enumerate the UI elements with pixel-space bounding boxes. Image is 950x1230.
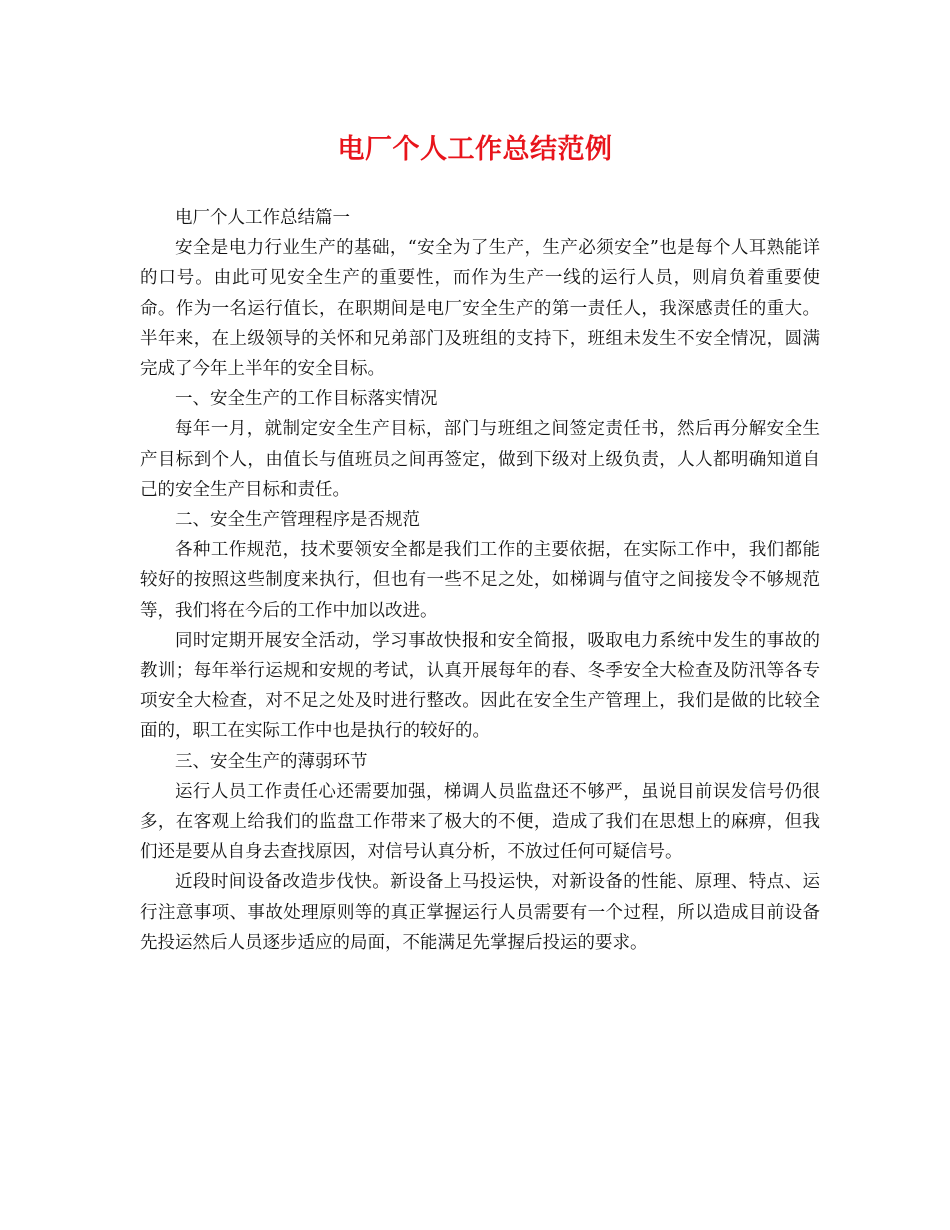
paragraph: 每年一月，就制定安全生产目标，部门与班组之间签定责任书，然后再分解安全生产目标到个人，由值长与值班员之间再签定，做到下级对上级负责，人人都明确知道自己的安全生产目标和责任。	[140, 419, 820, 500]
paragraph: 运行人员工作责任心还需要加强，梯调人员监盘还不够严，虽说目前误发信号仍很多，在客观上给我们的监盘工作带来了极大的不便，造成了我们在思想上的麻痹，但我们还是要从自身去查找原因，对信号认真分析，不放过任何可疑信号。	[140, 781, 820, 863]
paragraph: 安全是电力行业生产的基础，“安全为了生产，生产必须安全”也是每个人耳熟能详的口号。由此可见安全生产的重要性，而作为生产一线的运行人员，则肩负着重要使命。作为一名运行值长，在职期间是电厂安全生产的第一责任人，我深感责任的重大。半年来，在上级领导的关怀和兄弟部门及班组的支持下，班组未发生不安全情况，圆满完成了今年上半年的安全目标。	[140, 238, 820, 380]
document-body	[140, 203, 820, 958]
section-heading: 二、安全生产管理程序是否规范	[175, 510, 420, 531]
paragraph: 各种工作规范，技术要领安全都是我们工作的主要依据，在实际工作中，我们都能较好的按照这些制度来执行，但也有一些不足之处，如梯调与值守之间接发令不够规范等，我们将在今后的工作中加以改进。	[140, 540, 820, 621]
paragraph: 同时定期开展安全活动，学习事故快报和安全简报，吸取电力系统中发生的事故的教训；每年举行运规和安规的考试，认真开展每年的春、冬季安全大检查及防汛等各专项安全大检查，对不足之处及时进行整改。因此在安全生产管理上，我们是做的比较全面的，职工在实际工作中也是执行的较好的。	[140, 630, 820, 742]
section-heading: 一、安全生产的工作目标落实情况	[175, 389, 438, 410]
section-heading: 三、安全生产的薄弱环节	[175, 751, 368, 772]
document-title: 电厂个人工作总结范例	[337, 134, 613, 165]
section-heading: 电厂个人工作总结篇一	[175, 208, 350, 228]
paragraph: 近段时间设备改造步伐快。新设备上马投运快，对新设备的性能、原理、特点、运行注意事项、事故处理原则等的真正掌握运行人员需要有一个过程，所以造成目前设备先投运然后人员逐步适应的局面，不能满足先掌握后投运的要求。	[140, 872, 820, 953]
